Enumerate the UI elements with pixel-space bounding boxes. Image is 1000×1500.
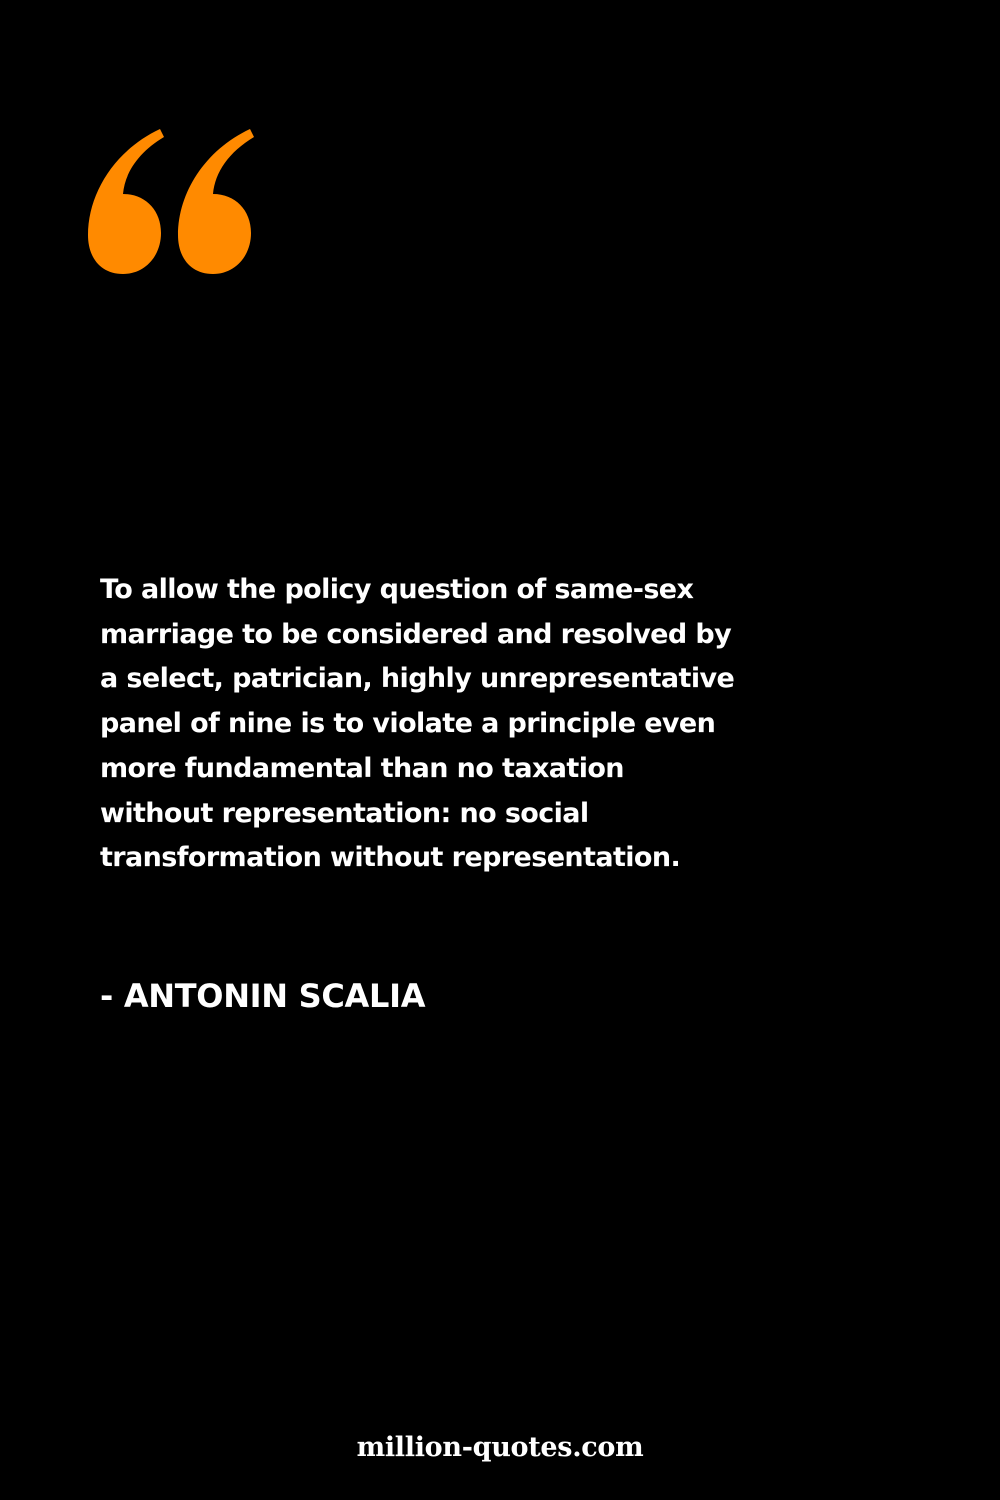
quote-author: - ANTONIN SCALIA <box>100 977 426 1015</box>
quote-line: To allow the policy question of same-sex <box>100 574 694 605</box>
quote-line: marriage to be considered and resolved by <box>100 618 732 650</box>
quote-line: without representation: no social <box>100 797 589 829</box>
quote-line: panel of nine is to violate a principle even <box>100 708 716 740</box>
quote-text <box>100 568 820 881</box>
quote-line: transformation without representation. <box>100 842 681 874</box>
opening-quotation-marks-icon <box>85 128 255 274</box>
quote-line: more fundamental than no taxation <box>100 752 624 784</box>
site-watermark: million-quotes.com <box>356 1432 644 1463</box>
quote-line: a select, patrician, highly unrepresentative <box>100 663 735 695</box>
